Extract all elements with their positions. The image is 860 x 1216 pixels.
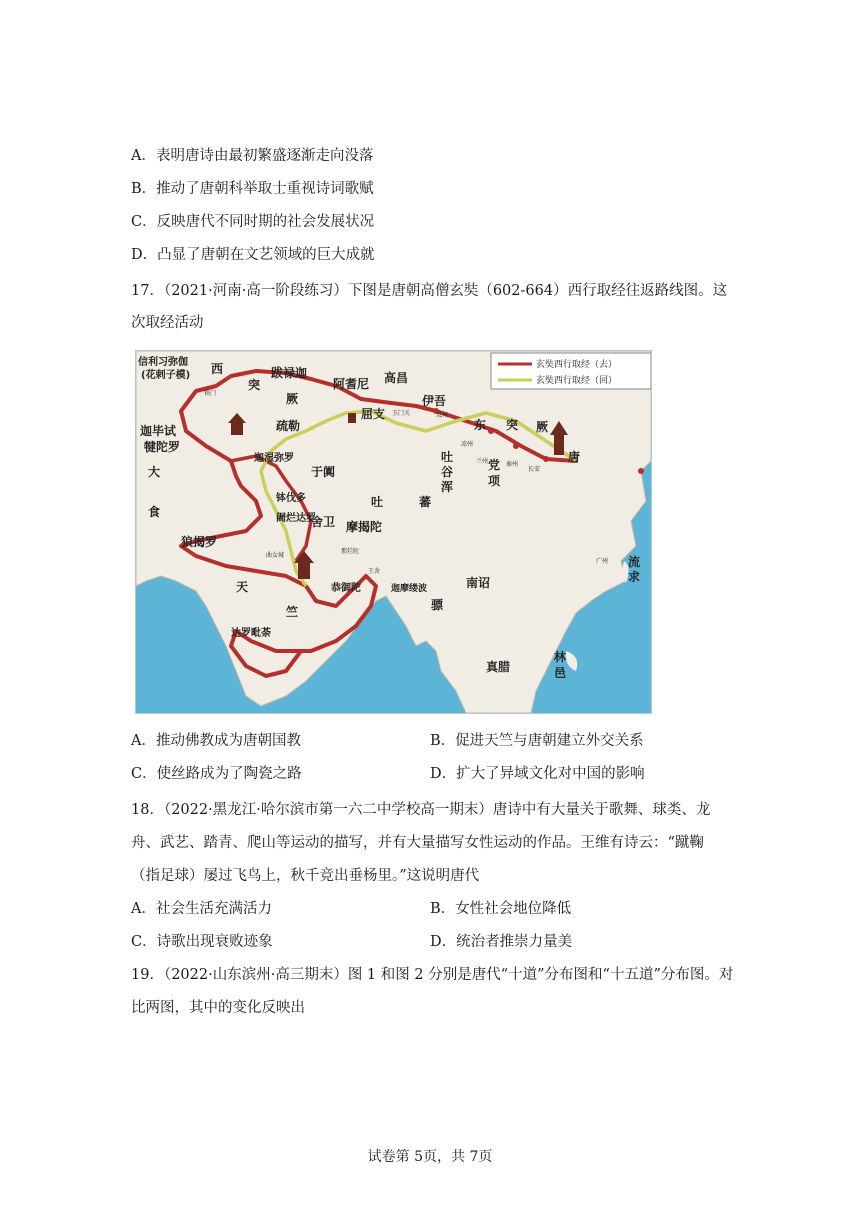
map-label: 瓜州 (436, 412, 449, 419)
map-label: 唐 (568, 450, 581, 464)
map-label: 突 (506, 418, 519, 432)
q16-option-a: A．表明唐诗由最初繁盛逐渐走向没落 (131, 148, 374, 164)
map-label: 于阗 (311, 465, 336, 479)
map-label: 竺 (286, 605, 299, 619)
map-label: 骠 (431, 598, 444, 612)
map-label: 跋禄迦 (271, 366, 308, 380)
map-label: 西 (211, 362, 224, 376)
map-label: 南诏 (466, 576, 491, 590)
q17-option-d: D．扩大了异域文化对中国的影响 (430, 766, 645, 782)
map-label: 伊吾 (422, 394, 447, 408)
map-label: 大 (148, 465, 161, 479)
q18-option-a: A．社会生活充满活力 (131, 901, 272, 917)
map-label: 舍卫 (311, 515, 336, 529)
map-label: 迦毕试 (140, 424, 177, 438)
map-label: 邑 (554, 666, 567, 680)
map-label: 谷 (441, 465, 454, 479)
q19-stem-line1: 19．（2022·山东滨州·高三期末）图 1 和图 2 分别是唐代“十道”分布图和“十五道”分布图。对 (131, 967, 734, 983)
map-label: 吐 (441, 450, 454, 464)
map-label: 吐 (371, 495, 384, 509)
q17-option-a: A．推动佛教成为唐朝国教 (131, 733, 301, 749)
map-label: 犍陀罗 (144, 440, 181, 454)
map-label: 秦州 (506, 461, 519, 468)
map-label: 钵伐多 (276, 493, 306, 504)
map-label: 浑 (441, 480, 454, 494)
q17-stem-line2: 次取经活动 (131, 315, 204, 331)
map-label: 厥 (536, 420, 549, 434)
q18-option-b: B．女性社会地位降低 (430, 901, 572, 917)
map-label: (花剌子模) (141, 370, 191, 381)
map-label: 王舍 (368, 568, 381, 575)
map-label: 真腊 (486, 660, 511, 674)
xuanzang-route-map (135, 350, 652, 714)
q19-stem-line2: 比两图，其中的变化反映出 (131, 1000, 305, 1016)
map-label: 铁门 (204, 390, 217, 397)
map-label: 阇烂达罗 (276, 513, 316, 524)
map-label: 流 (628, 555, 641, 569)
map-label: 广州 (596, 558, 609, 565)
q16-option-d: D．凸显了唐朝在文艺领域的巨大成就 (131, 247, 375, 263)
map-label: 厥 (286, 392, 299, 406)
map-label: 求 (628, 570, 641, 584)
q17-stem-line1: 17．（2021·河南·高一阶段练习）下图是唐朝高僧玄奘（602-664）西行取经往返路线图。这 (131, 283, 728, 299)
map-label: 天 (236, 580, 249, 594)
map-label: 信利习弥伽 (138, 357, 188, 368)
q16-option-c: C．反映唐代不同时期的社会发展状况 (131, 214, 375, 230)
legend-return-label: 玄奘西行取经（回） (536, 376, 618, 386)
q16-option-b: B．推动了唐朝科举取士重视诗词歌赋 (131, 181, 374, 197)
map-label: 凉州 (461, 441, 474, 448)
page-footer: 试卷第 5页，共 7页 (367, 1149, 493, 1165)
map-label: 兰州 (476, 458, 489, 465)
map-label: 玉门关 (392, 410, 411, 417)
map-label: 屈支 (361, 407, 386, 421)
map-label: 达罗毗荼 (231, 628, 271, 639)
map-label: 突 (248, 378, 261, 392)
map-label: 项 (488, 474, 501, 488)
q18-stem-line1: 18．（2022·黑龙江·哈尔滨市第一六二中学校高一期末）唐诗中有大量关于歌舞、球类、龙 (131, 802, 711, 818)
map-label: 东 (474, 418, 487, 432)
map-label: 党 (488, 458, 501, 472)
q18-option-c: C．诗歌出现衰败迹象 (131, 934, 273, 950)
map-label: 食 (148, 505, 161, 519)
q18-option-d: D．统治者推崇力量美 (430, 934, 573, 950)
map-label: 摩揭陀 (346, 520, 383, 534)
q17-option-c: C．使丝路成为了陶瓷之路 (131, 766, 302, 782)
map-label: 疏勒 (276, 419, 301, 433)
q17-option-b: B．促进天竺与唐朝建立外交关系 (430, 733, 644, 749)
map-label: 迦摩缕波 (391, 584, 428, 594)
q18-stem-line2: 舟、武艺、踏青、爬山等运动的描写，并有大量描写女性运动的作品。王维有诗云：“蹴鞠 (131, 835, 704, 851)
map-label: 狼揭罗 (181, 535, 218, 549)
q18-stem-line3: （指足球）屡过飞鸟上，秋千竞出垂杨里。”这说明唐代 (131, 868, 480, 884)
legend-go-label: 玄奘西行取经（去） (536, 360, 618, 370)
map-label: 那烂陀 (341, 548, 360, 555)
map-label: 阿耆尼 (333, 377, 370, 391)
map-label: 恭御陀 (331, 583, 361, 594)
map-label: 林 (554, 650, 567, 664)
map-label: 迦湿弥罗 (254, 453, 294, 464)
map-label: 长安 (528, 466, 541, 473)
map-label: 高昌 (384, 371, 409, 385)
map-label: 蕃 (419, 495, 432, 509)
map-label: 曲女城 (266, 552, 285, 559)
